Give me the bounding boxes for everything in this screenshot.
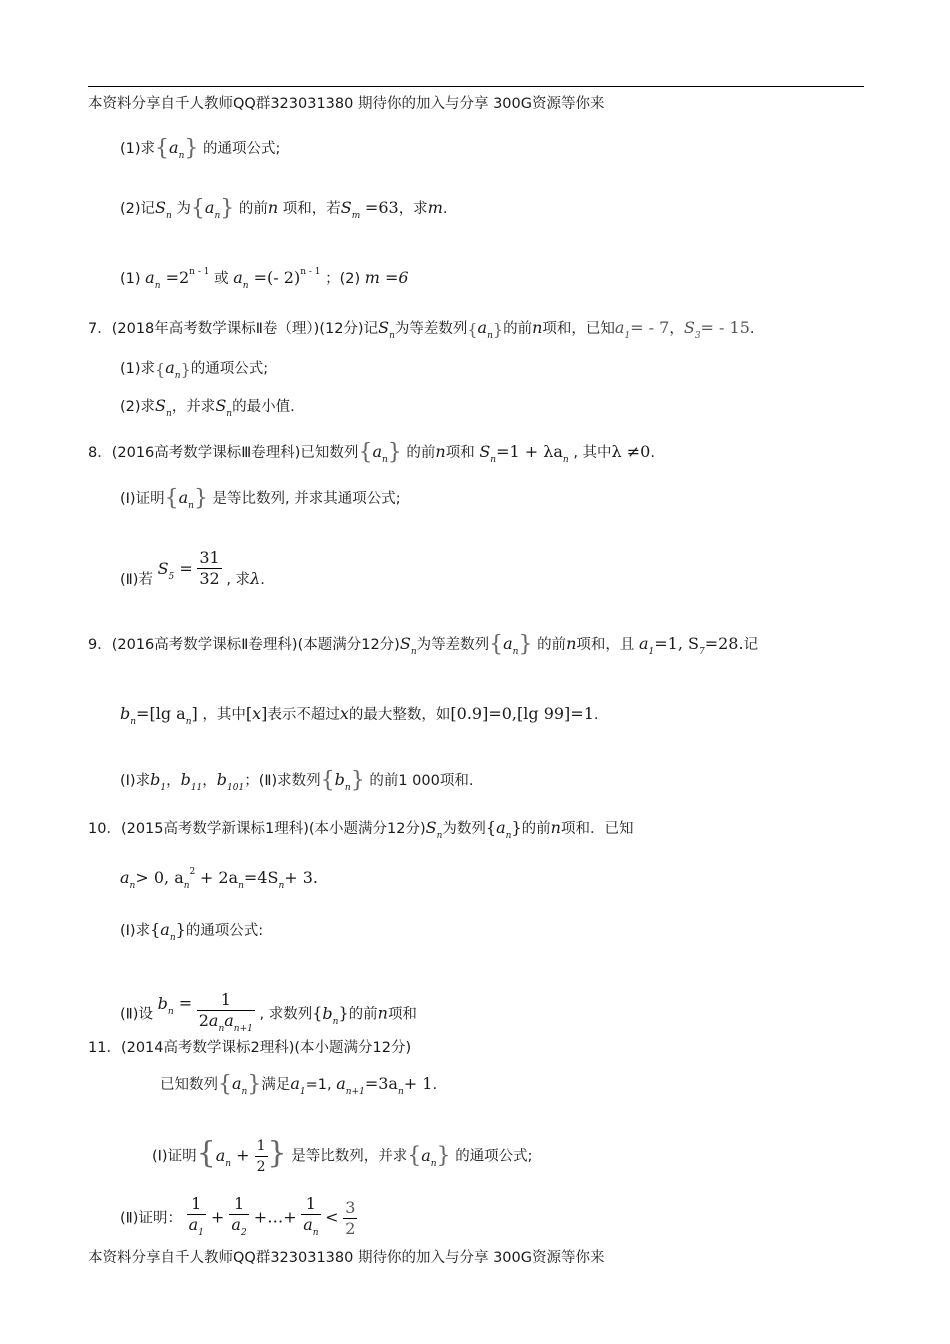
q11-part1: (Ⅰ)证明{$a_n$ + $\frac{1}{2}$ } 是等比数列，并求$\{a_n\}$ 的通项公式; [152,1135,533,1175]
q10-part2: (Ⅱ)设 $b_n$ = $\frac{1}{2a_na_{n+1}}$ , 求数列$\{b_n\}$的前n项和 [120,990,417,1039]
q6-part1: (1)求$\{a_n\}$ 的通项公式; [120,136,281,161]
q11-condition: 已知数列$\{a_n\}$满足$a_1=1$, $a_{n+1}=3a_n+ 1$. [160,1072,438,1097]
q10-part1: (Ⅰ)求$\{a_n\}$的通项公式: [120,920,264,943]
page-footer: 本资料分享自千人教师QQ群323031380 期待你的加入与分享 300G资源等你来 [88,1250,605,1266]
q8-stem: 8．(2016高考数学课标Ⅲ卷理科)已知数列$\{a_n\}$ 的前n项和 $S_n=1 + \lambda a_n$ , 其中λ ≠0. [88,440,655,465]
q6-answer: (1) $a_n =2^{n - 1}$ 或 $a_n$ =(- 2)$^{n - 1}$ ；(2) m =6 [120,267,409,291]
q11-part2: (Ⅱ)证明： $\frac{1}{a_1}$ + $\frac{1}{a_2}$ +…+ $\frac{1}{a_n}$ < $\frac{3}{2}$ [120,1194,357,1243]
q7-part1: (1)求$\{a_n\}$的通项公式; [120,358,269,381]
q8-part1: (Ⅰ)证明$\{a_n\}$ 是等比数列, 并求其通项公式; [120,486,401,511]
q10-condition: $a_n> 0$, $a_n^2 + 2a_n=4S_n+ 3$. [120,867,318,891]
q9-parts: (Ⅰ)求$b_1$，$b_{11}$，$b_{101}$；(Ⅱ)求数列$\{b_n\}$ 的前1 000项和. [120,768,474,793]
q9-stem: 9．(2016高考数学课标Ⅱ卷理科)(本题满分12分)$S_n$为等差数列$\{a_n\}$ 的前n项和，且 $a_1=1$, $S_7=28$.记 [88,632,759,657]
q9-definition: $b_n=[\lg$ $a_n$] ，其中[x]表示不超过x的最大整数，如[0.9]=0,[lg 99]=1. [120,704,599,727]
q7-part2: (2)求$S_n$，并求$S_n$的最小值. [120,396,295,419]
q8-part2: (Ⅱ)若 $S_5$ = $\frac{31}{32}$ , 求λ. [120,548,265,588]
header-rule [88,86,864,87]
q6-part2: (2)记$S_n$ 为$\{a_n\}$ 的前n 项和，若$S_m =63$，求m. [120,196,448,221]
q11-stem: 11．(2014高考数学课标2理科)(本小题满分12分) [88,1040,412,1056]
page-header: 本资料分享自千人教师QQ群323031380 期待你的加入与分享 300G资源等你来 [88,96,605,112]
q7-stem: 7．(2018年高考数学课标Ⅱ卷（理）)(12分)记$S_n$为等差数列$\{a_n\}$的前n项和，已知$a_1= - 7$，$S_3= - 15$. [88,318,755,341]
q10-stem: 10．(2015高考数学新课标1理科)(本小题满分12分)$S_n$为数列$\{a_n\}$的前n项和．已知 [88,818,634,841]
